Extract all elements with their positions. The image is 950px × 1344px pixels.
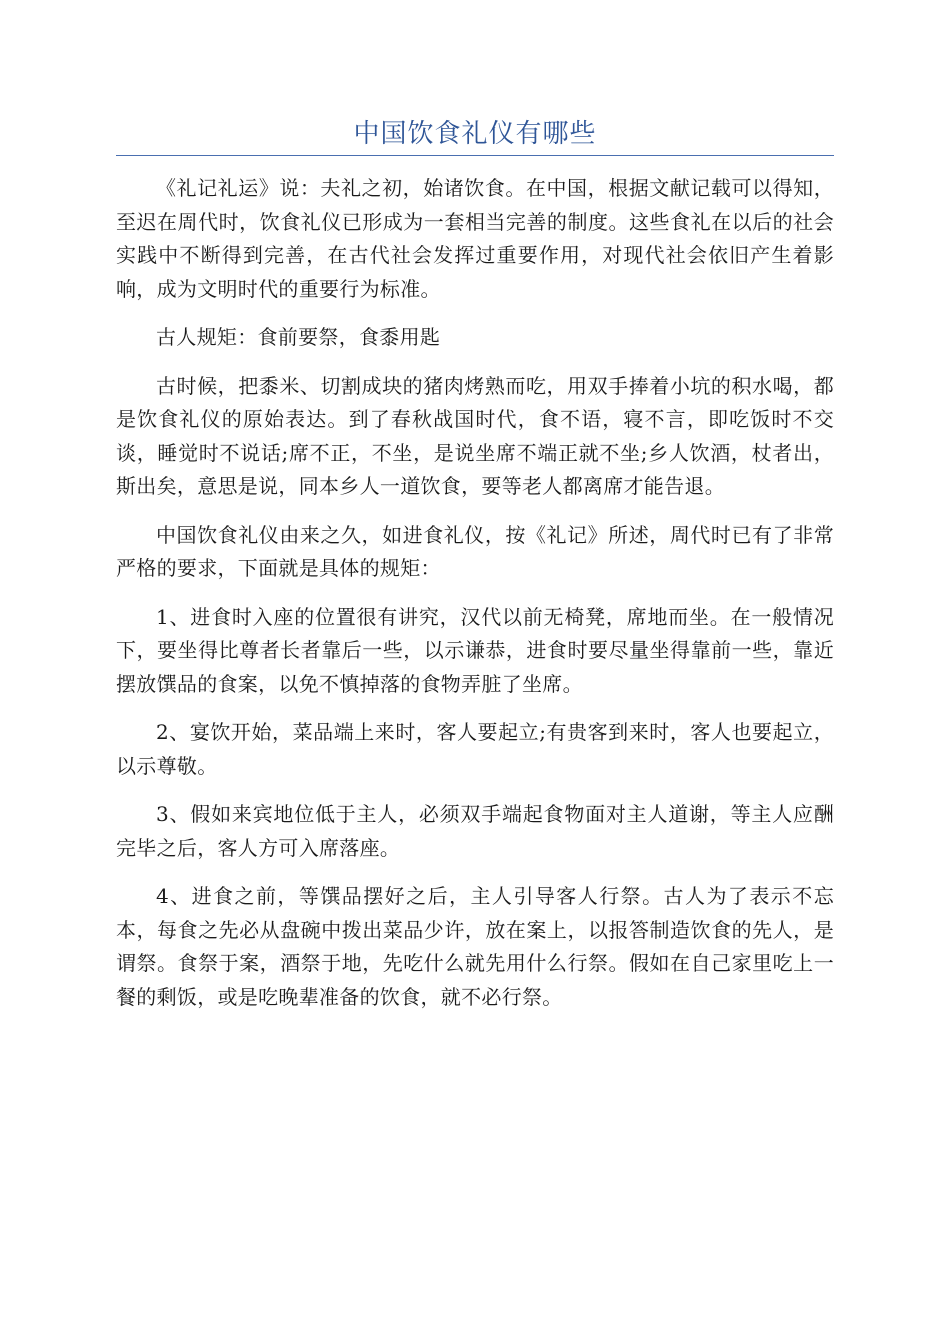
document-title: 中国饮食礼仪有哪些	[353, 119, 597, 149]
document-page	[116, 0, 834, 1344]
paragraph: 2、宴饮开始，菜品端上来时，客人要起立;有贵客到来时，客人也要起立，以示尊敬。	[116, 720, 834, 778]
document-body	[116, 172, 834, 1029]
paragraph: 3、假如来宾地位低于主人，必须双手端起食物面对主人道谢，等主人应酬完毕之后，客人方可入席落座。	[116, 802, 834, 860]
paragraph: 古人规矩：食前要祭，食黍用匙	[156, 325, 441, 349]
paragraph: 1、进食时入座的位置很有讲究，汉代以前无椅凳，席地而坐。在一般情况下，要坐得比尊者长者靠后一些，以示谦恭，进食时要尽量坐得靠前一些，靠近摆放馔品的食案，以免不慎掉落的食物弄脏了坐席。	[116, 604, 834, 696]
title-underline	[116, 155, 834, 156]
paragraph: 4、进食之前，等馔品摆好之后，主人引导客人行祭。古人为了表示不忘本，每食之先必从盘碗中拨出菜品少许，放在案上，以报答制造饮食的先人，是谓祭。食祭于案，酒祭于地，先吃什么就先用什么行祭。假如在自己家里吃上一餐的剩饭，或是吃晚辈准备的饮食，就不必行祭。	[116, 884, 834, 1009]
paragraph: 古时候，把黍米、切割成块的猪肉烤熟而吃，用双手捧着小坑的积水喝，都是饮食礼仪的原始表达。到了春秋战国时代，食不语，寝不言，即吃饭时不交谈，睡觉时不说话;席不正，不坐，是说坐席不端正就不坐;乡人饮酒，杖者出，斯出矣，意思是说，同本乡人一道饮食，要等老人都离席才能告退。	[116, 373, 834, 498]
paragraph: 《礼记礼运》说：夫礼之初，始诸饮食。在中国，根据文献记载可以得知，至迟在周代时，饮食礼仪已形成为一套相当完善的制度。这些食礼在以后的社会实践中不断得到完善，在古代社会发挥过重要作用，对现代社会依旧产生着影响，成为文明时代的重要行为标准。	[116, 176, 834, 301]
paragraph: 中国饮食礼仪由来之久，如进食礼仪，按《礼记》所述，周代时已有了非常严格的要求，下面就是具体的规矩：	[116, 522, 834, 580]
